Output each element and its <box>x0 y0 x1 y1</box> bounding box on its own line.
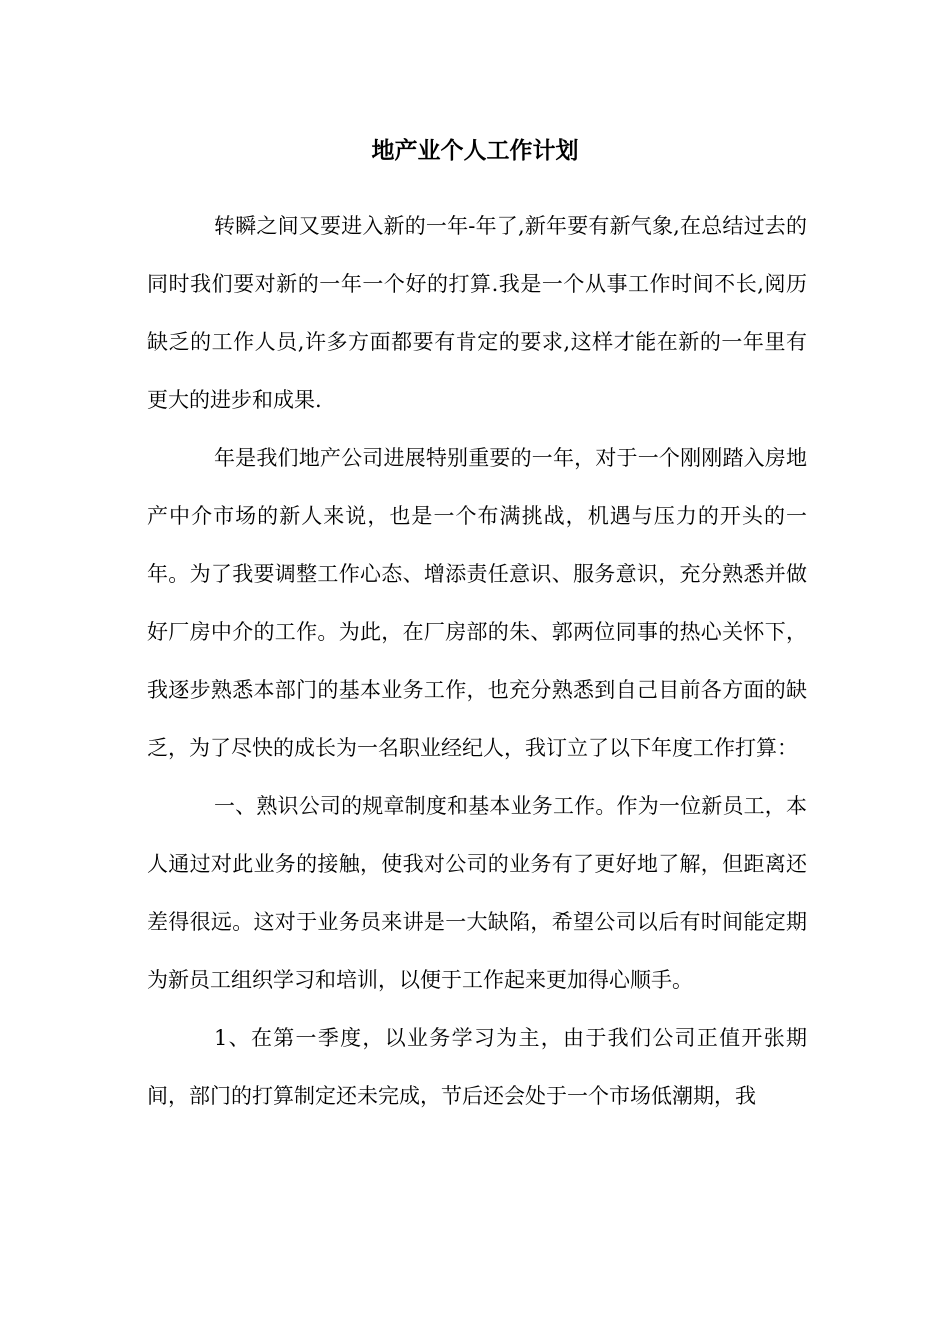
document-body <box>147 197 807 1125</box>
paragraph-first-quarter: 1、在第一季度，以业务学习为主，由于我们公司正值开张期间，部门的打算制定还未完成，节后还会处于一个市场低潮期，我 <box>147 1026 807 1108</box>
paragraph-intro: 转瞬之间又要进入新的一年-年了,新年要有新气象,在总结过去的同时我们要对新的一年一个好的打算.我是一个从事工作时间不长,阅历缺乏的工作人员,许多方面都要有肯定的要求,这样才能在新的一年里有更大的进步和成果. <box>147 214 807 412</box>
paragraph-annual-plan: 年是我们地产公司进展特别重要的一年，对于一个刚刚踏入房地产中介市场的新人来说，也是一个布满挑战，机遇与压力的开头的一年。为了我要调整工作心态、增添责任意识、服务意识，充分熟悉并做好厂房中介的工作。为此，在厂房部的朱、郭两位同事的热心关怀下，我逐步熟悉本部门的基本业务工作，也充分熟悉到自己目前各方面的缺乏，为了尽快的成长为一名职业经纪人，我订立了以下年度工作打算： <box>147 446 807 760</box>
paragraph-section-one: 一、熟识公司的规章制度和基本业务工作。作为一位新员工，本人通过对此业务的接触，使我对公司的业务有了更好地了解，但距离还差得很远。这对于业务员来讲是一大缺陷，希望公司以后有时间能定期为新员工组织学习和培训，以便于工作起来更加得心顺手。 <box>147 794 807 992</box>
document-title: 地产业个人工作计划 <box>371 137 579 164</box>
